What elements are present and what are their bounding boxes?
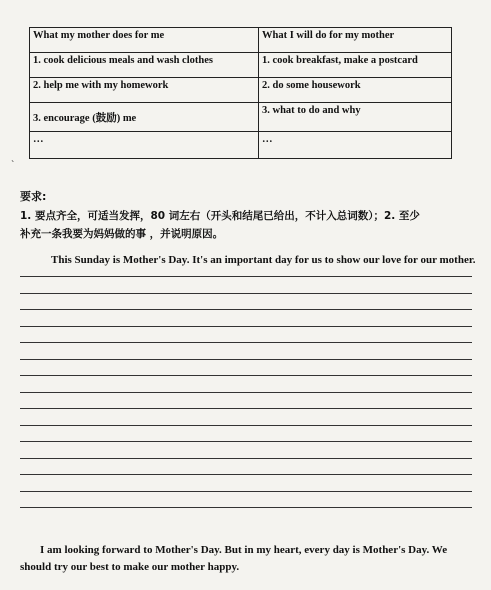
table-cell: 1. cook delicious meals and wash clothes — [30, 53, 259, 78]
writing-line — [20, 474, 472, 475]
table-cell: 2. help me with my homework — [30, 78, 259, 103]
writing-line — [20, 276, 472, 277]
table-header-row — [30, 28, 452, 53]
writing-line — [20, 309, 472, 310]
table-row — [30, 53, 452, 78]
writing-line — [20, 326, 472, 327]
task-table — [29, 27, 452, 159]
table-cell: 3. encourage (鼓励) me — [30, 103, 259, 132]
writing-line — [20, 293, 472, 294]
writing-line — [20, 425, 472, 426]
table-row — [30, 78, 452, 103]
essay-closing-line-2: should try our best to make our mother happy. — [20, 561, 240, 573]
writing-line — [20, 359, 472, 360]
writing-line — [20, 507, 472, 508]
table-row — [30, 103, 452, 132]
writing-line — [20, 441, 472, 442]
writing-line — [20, 491, 472, 492]
table-header-me: What I will do for my mother — [259, 28, 452, 53]
writing-line — [20, 408, 472, 409]
essay-closing-line-1: I am looking forward to Mother's Day. But in my heart, every day is Mother's Day. We — [40, 544, 448, 556]
writing-line — [20, 342, 472, 343]
requirements-line-2: 补充一条我要为妈妈做的事 ，并说明原因。 — [20, 228, 224, 240]
table-cell: … — [30, 132, 259, 159]
requirements-line-1: 1. 要点齐全，可适当发挥，80 词左右（开头和结尾已给出，不计入总词数）；2. 至少 — [20, 210, 420, 222]
writing-area[interactable] — [20, 270, 472, 520]
table-row — [30, 132, 452, 159]
table-cell: 1. cook breakfast, make a postcard — [259, 53, 452, 78]
writing-line — [20, 375, 472, 376]
table-cell: … — [259, 132, 452, 159]
requirements-title: 要求: — [20, 190, 47, 203]
essay-opening: This Sunday is Mother's Day. It's an important day for us to show our love for our mother. — [51, 254, 476, 266]
stray-mark: ` — [11, 160, 15, 171]
table-header-mother: What my mother does for me — [30, 28, 259, 53]
writing-line — [20, 458, 472, 459]
table-cell: 3. what to do and why — [259, 103, 452, 132]
table-cell: 2. do some housework — [259, 78, 452, 103]
writing-line — [20, 392, 472, 393]
